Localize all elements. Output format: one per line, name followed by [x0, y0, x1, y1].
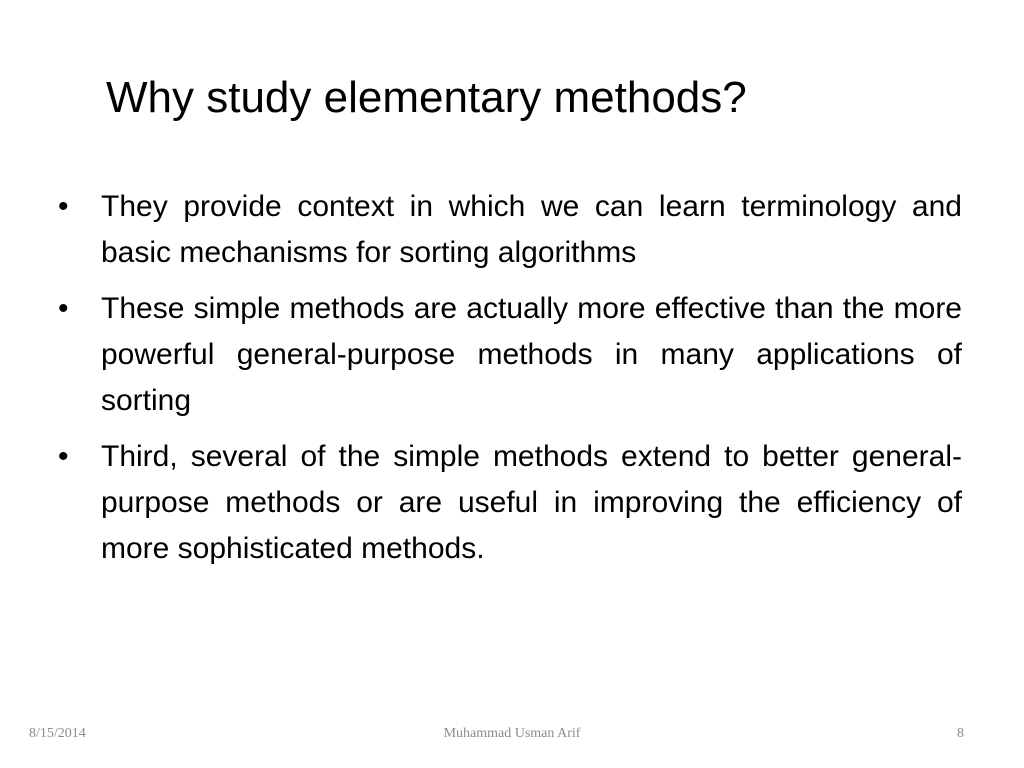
- footer-date: 8/15/2014: [29, 726, 86, 741]
- bullet-text: They provide context in which we can learn terminology and basic mechanisms for sorting algorithms: [101, 190, 962, 269]
- footer-page-number: 8: [957, 726, 964, 741]
- bullet-text: Third, several of the simple methods extend to better general-purpose methods or are useful in improving the efficiency of more sophisticated methods.: [101, 440, 962, 565]
- bullet-item: [58, 434, 962, 572]
- slide-title: Why study elementary methods?: [106, 73, 747, 122]
- bullet-marker: •: [58, 440, 69, 473]
- bullet-item: [58, 286, 962, 424]
- bullet-item: [58, 184, 962, 276]
- bullet-text: These simple methods are actually more effective than the more powerful general-purpose methods in many applications of sorting: [101, 292, 962, 417]
- bullet-marker: •: [58, 190, 69, 223]
- bullet-marker: •: [58, 292, 69, 325]
- footer-author: Muhammad Usman Arif: [443, 726, 581, 741]
- bullet-list: [58, 184, 962, 582]
